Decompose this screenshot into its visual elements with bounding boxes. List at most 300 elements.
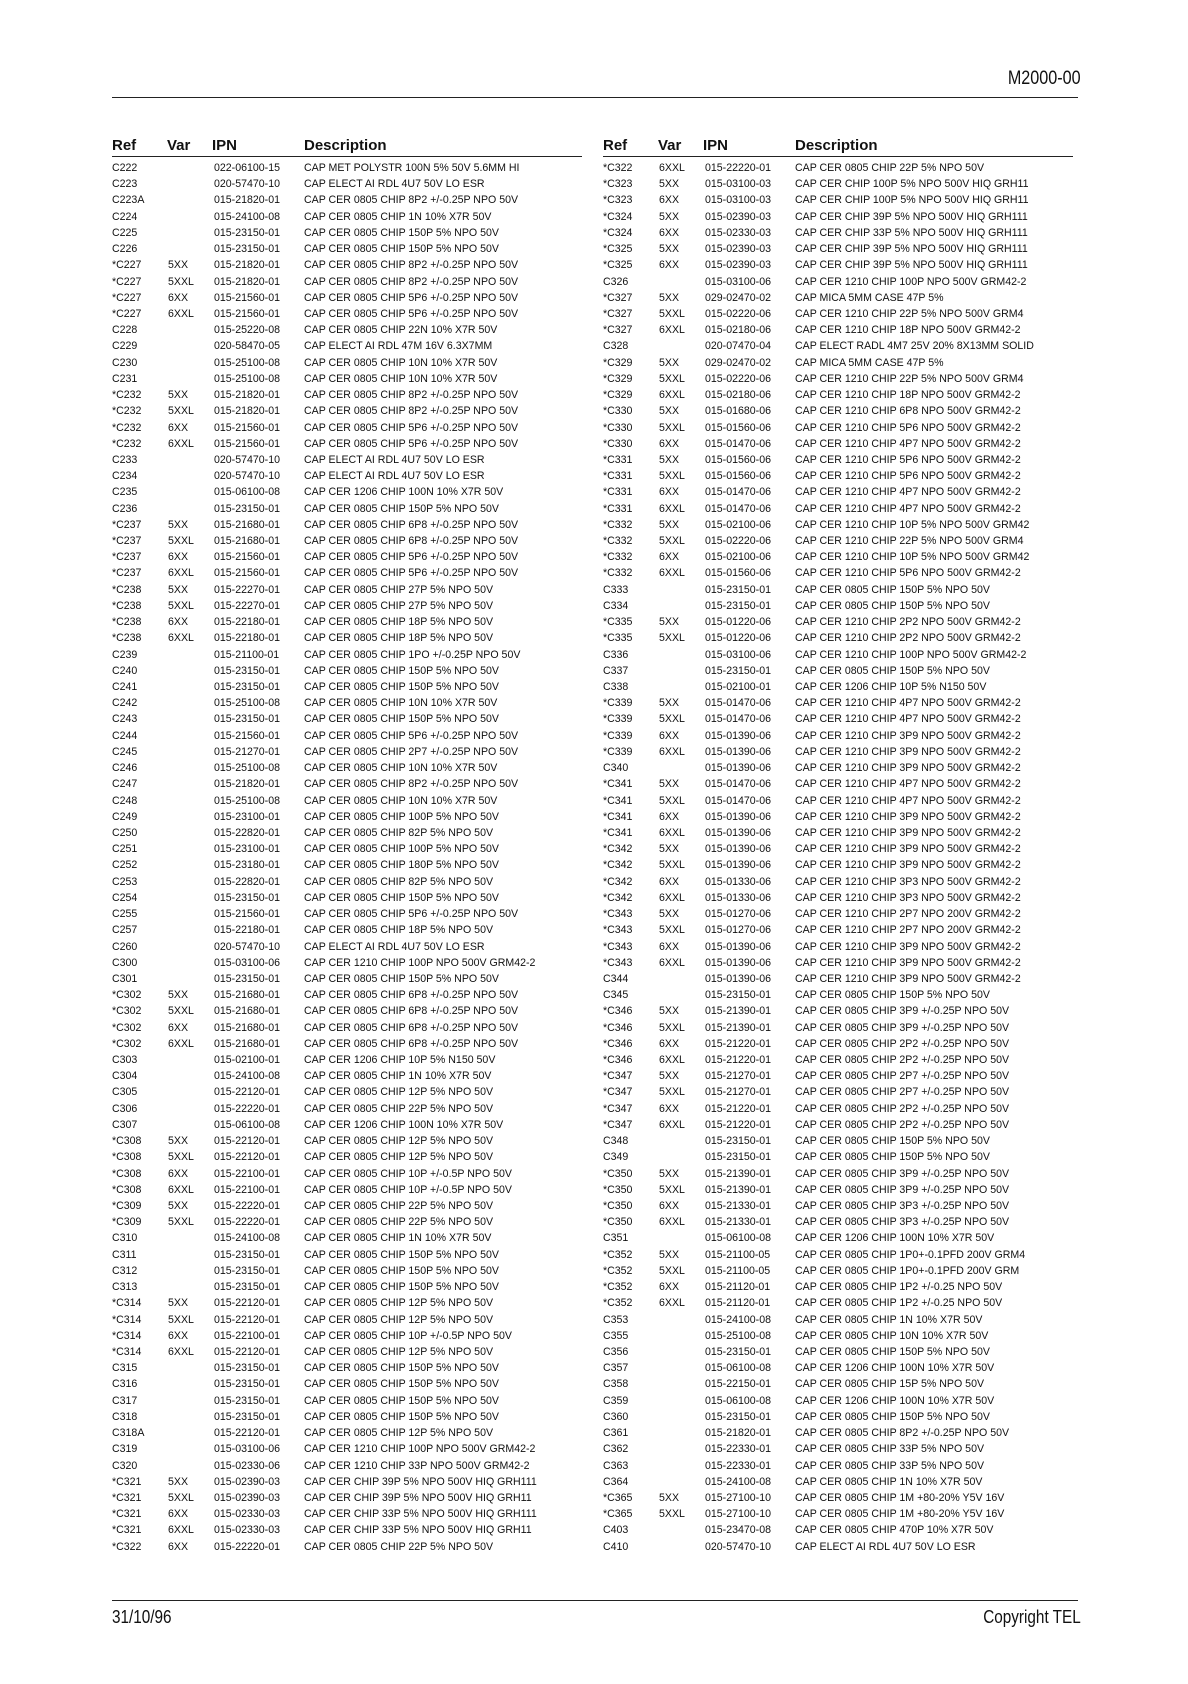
cell-var: 5XXL	[168, 405, 194, 418]
cell-ref: *C321	[112, 1491, 142, 1504]
table-row	[603, 1247, 1073, 1263]
table-row	[603, 1149, 1073, 1165]
cell-description: CAP CER 0805 CHIP 27P 5% NPO 50V	[304, 583, 494, 596]
table-row	[112, 841, 582, 857]
cell-ref: C338	[603, 681, 629, 693]
table-row	[603, 1198, 1073, 1214]
table-row	[603, 338, 1073, 354]
cell-ref: C362	[603, 1443, 629, 1456]
cell-var: 6XX	[168, 551, 189, 564]
table-row	[603, 241, 1073, 257]
cell-ref: *C350	[603, 1183, 633, 1196]
cell-description: CAP CER 1206 CHIP 10P 5% N150 50V	[795, 681, 987, 693]
cell-ref: C248	[112, 794, 138, 807]
cell-ref: *C227	[112, 307, 142, 320]
cell-description: CAP CER 0805 CHIP 150P 5% NPO 50V	[795, 1135, 990, 1148]
cell-description: CAP CER 0805 CHIP 8P2 +/-0.25P NPO 50V	[304, 275, 519, 288]
cell-description: CAP CER 0805 CHIP 2P2 +/-0.25P NPO 50V	[795, 1054, 1010, 1067]
cell-ipn: 015-06100-08	[705, 1362, 771, 1375]
cell-description: CAP CER 1210 CHIP 3P9 NPO 500V GRM42-2	[795, 762, 1021, 775]
cell-ipn: 015-21680-01	[214, 989, 280, 1002]
cell-ref: C235	[112, 486, 138, 499]
cell-description: CAP CER 1210 CHIP 3P9 NPO 500V GRM42-2	[795, 940, 1021, 953]
cell-ref: C320	[112, 1459, 138, 1472]
cell-var: 5XX	[659, 178, 680, 191]
table-row	[603, 776, 1073, 792]
cell-ref: C239	[112, 648, 138, 661]
table-row	[603, 857, 1073, 873]
cell-ref: C358	[603, 1378, 629, 1391]
cell-ipn: 015-21820-01	[705, 1427, 771, 1440]
cell-ref: C315	[112, 1362, 138, 1375]
cell-ref: *C343	[603, 940, 633, 953]
cell-var: 6XXL	[659, 1054, 685, 1067]
cell-ipn: 015-01390-06	[705, 972, 771, 985]
table-row	[603, 955, 1073, 971]
cell-var: 5XX	[168, 1135, 189, 1148]
table-row	[112, 598, 582, 614]
cell-ref: C249	[112, 810, 138, 823]
header-description: Description	[304, 137, 387, 154]
cell-ref: C344	[603, 972, 629, 985]
cell-var: 6XXL	[659, 826, 685, 839]
cell-var: 6XX	[168, 421, 189, 434]
cell-ref: *C331	[603, 470, 633, 483]
cell-ipn: 015-02330-03	[214, 1524, 280, 1537]
cell-description: CAP CER 0805 CHIP 1PO +/-0.25P NPO 50V	[304, 648, 521, 661]
cell-ref: *C324	[603, 210, 633, 223]
cell-ref: *C330	[603, 405, 633, 418]
cell-ref: *C365	[603, 1508, 633, 1521]
cell-var: 6XXL	[659, 1297, 685, 1310]
table-row	[112, 1149, 582, 1165]
table-row	[112, 857, 582, 873]
cell-description: CAP CER 1210 CHIP 4P7 NPO 500V GRM42-2	[795, 794, 1021, 807]
cell-var: 5XX	[659, 1167, 680, 1180]
cell-ref: *C227	[112, 291, 142, 304]
cell-description: CAP CER 0805 CHIP 1N 10% X7R 50V	[304, 1232, 492, 1245]
cell-ref: C306	[112, 1102, 138, 1115]
cell-description: CAP CER 1210 CHIP 4P7 NPO 500V GRM42-2	[795, 437, 1021, 450]
cell-ipn: 015-21270-01	[214, 745, 280, 758]
cell-ipn: 020-57470-10	[214, 470, 280, 483]
cell-ref: C233	[112, 453, 138, 466]
cell-ipn: 015-02390-03	[214, 1475, 280, 1488]
cell-var: 5XXL	[659, 794, 685, 807]
cell-ref: *C339	[603, 697, 633, 710]
cell-description: CAP CER 0805 CHIP 3P3 +/-0.25P NPO 50V	[795, 1200, 1010, 1212]
cell-description: CAP CER 0805 CHIP 100P 5% NPO 50V	[304, 810, 499, 823]
cell-ref: C253	[112, 875, 138, 888]
cell-ref: C319	[112, 1443, 138, 1456]
cell-var: 6XX	[659, 437, 680, 450]
cell-ipn: 015-24100-08	[214, 1070, 280, 1083]
table-row	[603, 1182, 1073, 1198]
cell-ref: *C237	[112, 535, 142, 548]
cell-ref: *C327	[603, 291, 633, 304]
cell-ipn: 015-21560-01	[214, 437, 280, 450]
cell-var: 6XX	[659, 1200, 680, 1212]
cell-ipn: 015-27100-10	[705, 1491, 771, 1504]
table-row	[112, 209, 582, 225]
cell-ref: C225	[112, 226, 138, 239]
table-row	[112, 176, 582, 192]
cell-description: CAP CER 1210 CHIP 5P6 NPO 500V GRM42-2	[795, 453, 1021, 466]
cell-ipn: 015-23150-01	[214, 226, 280, 239]
table-row	[603, 1101, 1073, 1117]
cell-ipn: 020-57470-10	[214, 178, 280, 191]
cell-var: 6XXL	[659, 745, 685, 758]
cell-ref: *C238	[112, 583, 142, 596]
cell-ipn: 015-21820-01	[214, 778, 280, 791]
cell-var: 5XX	[659, 518, 680, 531]
header-ref: Ref	[603, 137, 628, 154]
table-row	[603, 630, 1073, 646]
cell-ref: *C329	[603, 389, 633, 402]
cell-var: 6XX	[659, 259, 680, 272]
table-row	[112, 1474, 582, 1490]
table-row	[112, 987, 582, 1003]
cell-var: 5XX	[659, 243, 680, 256]
cell-var: 5XX	[659, 616, 680, 629]
cell-description: CAP CER 0805 CHIP 150P 5% NPO 50V	[795, 1410, 990, 1423]
cell-ref: *C341	[603, 810, 633, 823]
table-row	[112, 468, 582, 484]
cell-ref: *C343	[603, 924, 633, 937]
cell-ipn: 015-06100-08	[214, 1118, 280, 1131]
cell-description: CAP CER 0805 CHIP 10P +/-0.5P NPO 50V	[304, 1183, 512, 1196]
table-row	[112, 776, 582, 792]
cell-ref: C243	[112, 713, 138, 726]
table-row	[112, 1020, 582, 1036]
cell-var: 5XXL	[659, 859, 685, 872]
cell-var: 5XXL	[168, 1313, 194, 1326]
cell-ref: *C352	[603, 1248, 633, 1261]
cell-description: CAP CER 0805 CHIP 22P 5% NPO 50V	[304, 1216, 494, 1229]
table-row	[603, 809, 1073, 825]
cell-ipn: 015-23150-01	[705, 583, 771, 596]
table-row	[603, 1328, 1073, 1344]
cell-ipn: 015-23100-01	[214, 810, 280, 823]
cell-var: 6XXL	[168, 567, 194, 580]
cell-ipn: 015-23150-01	[705, 989, 771, 1002]
cell-description: CAP CER CHIP 100P 5% NPO 500V HIQ GRH11	[795, 178, 1029, 191]
cell-description: CAP CER 1210 CHIP 18P NPO 500V GRM42-2	[795, 324, 1021, 337]
table-row	[603, 825, 1073, 841]
cell-ipn: 015-21270-01	[705, 1070, 771, 1083]
table-row	[112, 1393, 582, 1409]
cell-ipn: 015-01390-06	[705, 843, 771, 856]
cell-ipn: 015-01560-06	[705, 567, 771, 580]
cell-var: 6XX	[659, 1037, 680, 1050]
cell-var: 6XX	[168, 1508, 189, 1521]
cell-ipn: 015-01470-06	[705, 794, 771, 807]
cell-description: CAP CER 0805 CHIP 150P 5% NPO 50V	[304, 713, 499, 726]
cell-ref: C223A	[112, 194, 145, 207]
cell-ref: *C308	[112, 1183, 142, 1196]
cell-description: CAP CER 0805 CHIP 150P 5% NPO 50V	[304, 1394, 499, 1407]
cell-ref: *C309	[112, 1216, 142, 1229]
cell-ipn: 015-25100-08	[705, 1329, 771, 1342]
table-row	[603, 1474, 1073, 1490]
cell-var: 6XXL	[168, 1345, 194, 1358]
cell-var: 5XX	[168, 259, 189, 272]
cell-ipn: 015-23150-01	[214, 1248, 280, 1261]
table-row	[603, 971, 1073, 987]
cell-description: CAP CER 0805 CHIP 3P3 +/-0.25P NPO 50V	[795, 1216, 1010, 1229]
cell-ref: C349	[603, 1151, 629, 1164]
table-row	[112, 744, 582, 760]
cell-ref: *C322	[603, 162, 633, 174]
table-row	[112, 922, 582, 938]
cell-ref: C312	[112, 1264, 138, 1277]
cell-description: CAP CER 0805 CHIP 8P2 +/-0.25P NPO 50V	[304, 194, 519, 207]
table-row	[112, 711, 582, 727]
table-row	[112, 387, 582, 403]
cell-ref: C226	[112, 243, 138, 256]
cell-ipn: 015-22180-01	[214, 616, 280, 629]
cell-ipn: 015-21820-01	[214, 389, 280, 402]
cell-description: CAP CER 0805 CHIP 5P6 +/-0.25P NPO 50V	[304, 307, 519, 320]
table-row	[603, 1522, 1073, 1538]
cell-ipn: 015-22100-01	[214, 1329, 280, 1342]
cell-description: CAP ELECT RADL 4M7 25V 20% 8X13MM SOLID	[795, 340, 1034, 353]
cell-ipn: 015-25100-08	[214, 794, 280, 807]
table-row	[603, 1409, 1073, 1425]
cell-ipn: 015-22220-01	[214, 1216, 280, 1229]
table-row	[603, 1052, 1073, 1068]
cell-ipn: 015-21560-01	[214, 567, 280, 580]
cell-description: CAP CER CHIP 33P 5% NPO 500V HIQ GRH11	[304, 1524, 532, 1537]
cell-ipn: 015-22820-01	[214, 826, 280, 839]
cell-ipn: 015-23150-01	[214, 1410, 280, 1423]
cell-var: 5XXL	[168, 535, 194, 548]
cell-var: 6XXL	[659, 891, 685, 904]
cell-description: CAP CER 1210 CHIP 4P7 NPO 500V GRM42-2	[795, 486, 1021, 499]
cell-ref: C357	[603, 1362, 629, 1375]
cell-description: CAP CER 0805 CHIP 6P8 +/-0.25P NPO 50V	[304, 989, 519, 1002]
cell-var: 5XXL	[659, 372, 685, 385]
cell-description: CAP CER 1206 CHIP 100N 10% X7R 50V	[795, 1394, 995, 1407]
cell-description: CAP CER 0805 CHIP 5P6 +/-0.25P NPO 50V	[304, 421, 519, 434]
cell-var: 6XX	[659, 1281, 680, 1294]
cell-ipn: 015-21220-01	[705, 1037, 771, 1050]
cell-ref: *C325	[603, 243, 633, 256]
table-row	[603, 192, 1073, 208]
table-row	[603, 1458, 1073, 1474]
cell-description: CAP CER CHIP 33P 5% NPO 500V HIQ GRH111	[795, 226, 1028, 239]
cell-ref: C364	[603, 1475, 629, 1488]
cell-description: CAP CER 1210 CHIP 10P 5% NPO 500V GRM42	[795, 518, 1030, 531]
cell-ref: *C314	[112, 1345, 142, 1358]
cell-ref: *C237	[112, 551, 142, 564]
cell-description: CAP CER 0805 CHIP 10N 10% X7R 50V	[304, 762, 498, 775]
table-row	[112, 436, 582, 452]
cell-ref: *C332	[603, 551, 633, 564]
cell-description: CAP CER 0805 CHIP 5P6 +/-0.25P NPO 50V	[304, 437, 519, 450]
cell-ipn: 015-22180-01	[214, 924, 280, 937]
cell-ref: *C332	[603, 518, 633, 531]
cell-ipn: 015-23150-01	[705, 1151, 771, 1164]
cell-ipn: 015-02220-06	[705, 535, 771, 548]
table-row	[603, 1295, 1073, 1311]
cell-ipn: 015-01390-06	[705, 729, 771, 742]
cell-var: 5XXL	[659, 713, 685, 726]
cell-ref: *C365	[603, 1491, 633, 1504]
cell-var: 6XXL	[659, 162, 685, 174]
table-row	[112, 874, 582, 890]
footer-rule	[112, 1600, 1078, 1601]
cell-ref: *C327	[603, 307, 633, 320]
cell-var: 5XXL	[168, 1216, 194, 1229]
cell-var: 5XXL	[659, 1086, 685, 1099]
table-body-left	[112, 157, 582, 1555]
cell-description: CAP CER 0805 CHIP 5P6 +/-0.25P NPO 50V	[304, 908, 519, 921]
cell-ref: C336	[603, 648, 629, 661]
cell-description: CAP CER 1210 CHIP 3P9 NPO 500V GRM42-2	[795, 810, 1021, 823]
cell-var: 5XX	[168, 518, 189, 531]
table-row	[112, 533, 582, 549]
cell-description: CAP MET POLYSTR 100N 5% 50V 5.6MM HI	[304, 162, 520, 174]
cell-ipn: 015-01470-06	[705, 697, 771, 710]
cell-ref: *C335	[603, 616, 633, 629]
cell-ref: C252	[112, 859, 138, 872]
cell-ipn: 015-01270-06	[705, 908, 771, 921]
cell-ipn: 015-23150-01	[705, 664, 771, 677]
cell-ipn: 015-01390-06	[705, 810, 771, 823]
table-row	[603, 371, 1073, 387]
cell-description: CAP CER 0805 CHIP 150P 5% NPO 50V	[304, 1248, 499, 1261]
cell-var: 5XX	[659, 405, 680, 418]
cell-description: CAP CER 0805 CHIP 470P 10% X7R 50V	[795, 1524, 994, 1537]
table-row	[603, 322, 1073, 338]
cell-description: CAP CER CHIP 33P 5% NPO 500V HIQ GRH111	[304, 1508, 537, 1521]
cell-description: CAP CER 1210 CHIP 2P7 NPO 200V GRM42-2	[795, 924, 1021, 937]
cell-description: CAP CER CHIP 100P 5% NPO 500V HIQ GRH11	[795, 194, 1029, 207]
cell-ref: C222	[112, 162, 138, 174]
cell-description: CAP CER 0805 CHIP 1M +80-20% Y5V 16V	[795, 1491, 1005, 1504]
cell-ref: *C342	[603, 891, 633, 904]
cell-ipn: 015-21100-05	[705, 1264, 771, 1277]
table-row	[112, 939, 582, 955]
table-row	[603, 1490, 1073, 1506]
cell-description: CAP CER 1210 CHIP 3P9 NPO 500V GRM42-2	[795, 859, 1021, 872]
table-row	[603, 1036, 1073, 1052]
cell-ref: *C347	[603, 1086, 633, 1099]
cell-description: CAP CER 0805 CHIP 2P7 +/-0.25P NPO 50V	[304, 745, 519, 758]
table-row	[603, 728, 1073, 744]
table-row	[112, 1182, 582, 1198]
table-row	[112, 565, 582, 581]
cell-ipn: 015-21270-01	[705, 1086, 771, 1099]
cell-description: CAP CER 0805 CHIP 12P 5% NPO 50V	[304, 1135, 494, 1148]
cell-ref: *C346	[603, 1021, 633, 1034]
cell-var: 6XXL	[659, 956, 685, 969]
cell-description: CAP CER 0805 CHIP 22N 10% X7R 50V	[304, 324, 498, 337]
cell-description: CAP CER 0805 CHIP 10N 10% X7R 50V	[304, 697, 498, 710]
cell-ipn: 015-22120-01	[214, 1427, 280, 1440]
cell-description: CAP CER 0805 CHIP 2P2 +/-0.25P NPO 50V	[795, 1102, 1010, 1115]
cell-ref: *C342	[603, 875, 633, 888]
cell-description: CAP CER 0805 CHIP 82P 5% NPO 50V	[304, 875, 494, 888]
cell-ipn: 015-21820-01	[214, 275, 280, 288]
cell-ref: *C331	[603, 502, 633, 515]
table-row	[603, 209, 1073, 225]
cell-description: CAP CER 1210 CHIP 18P NPO 500V GRM42-2	[795, 389, 1021, 402]
cell-ipn: 015-23150-01	[214, 243, 280, 256]
cell-description: CAP CER 1210 CHIP 33P NPO 500V GRM42-2	[304, 1459, 530, 1472]
cell-description: CAP CER CHIP 39P 5% NPO 500V HIQ GRH111	[795, 243, 1028, 256]
cell-ipn: 029-02470-02	[705, 291, 771, 304]
table-row	[603, 1133, 1073, 1149]
table-row	[112, 1360, 582, 1376]
cell-description: CAP CER 0805 CHIP 1N 10% X7R 50V	[304, 210, 492, 223]
cell-var: 6XX	[168, 1329, 189, 1342]
cell-ref: C307	[112, 1118, 138, 1131]
cell-description: CAP CER 0805 CHIP 8P2 +/-0.25P NPO 50V	[304, 405, 519, 418]
cell-ref: C318A	[112, 1427, 145, 1440]
cell-description: CAP CER 0805 CHIP 1M +80-20% Y5V 16V	[795, 1508, 1005, 1521]
cell-ipn: 015-02390-03	[705, 210, 771, 223]
cell-ipn: 020-58470-05	[214, 340, 280, 353]
cell-ipn: 015-01390-06	[705, 745, 771, 758]
cell-ipn: 015-24100-08	[705, 1475, 771, 1488]
cell-var: 6XX	[168, 291, 189, 304]
table-row	[603, 565, 1073, 581]
table-row	[603, 906, 1073, 922]
cell-description: CAP CER 0805 CHIP 1P2 +/-0.25 NPO 50V	[795, 1281, 1003, 1294]
cell-ref: *C238	[112, 632, 142, 645]
cell-description: CAP CER 0805 CHIP 150P 5% NPO 50V	[304, 1362, 499, 1375]
cell-description: CAP ELECT AI RDL 4U7 50V LO ESR	[304, 453, 485, 466]
cell-var: 5XX	[659, 778, 680, 791]
cell-var: 6XX	[659, 875, 680, 888]
cell-description: CAP CER 0805 CHIP 2P7 +/-0.25P NPO 50V	[795, 1070, 1010, 1083]
cell-ref: *C232	[112, 389, 142, 402]
cell-ipn: 015-02330-06	[214, 1459, 280, 1472]
cell-ipn: 015-23150-01	[214, 891, 280, 904]
table-row	[112, 1084, 582, 1100]
cell-ipn: 015-22270-01	[214, 583, 280, 596]
cell-ipn: 015-21820-01	[214, 194, 280, 207]
table-row	[112, 549, 582, 565]
cell-description: CAP CER 1210 CHIP 100P NPO 500V GRM42-2	[795, 648, 1027, 661]
cell-var: 5XX	[168, 583, 189, 596]
cell-description: CAP CER CHIP 39P 5% NPO 500V HIQ GRH11	[304, 1491, 532, 1504]
cell-ipn: 015-22150-01	[705, 1378, 771, 1391]
cell-ref: C345	[603, 989, 629, 1002]
table-row	[603, 1117, 1073, 1133]
table-row	[112, 582, 582, 598]
cell-ref: *C347	[603, 1070, 633, 1083]
cell-ipn: 015-22100-01	[214, 1183, 280, 1196]
table-row	[112, 647, 582, 663]
table-row	[603, 1376, 1073, 1392]
cell-ref: *C324	[603, 226, 633, 239]
cell-var: 6XX	[168, 1540, 189, 1553]
cell-ref: C300	[112, 956, 138, 969]
cell-description: CAP MICA 5MM CASE 47P 5%	[795, 356, 944, 369]
table-row	[112, 728, 582, 744]
cell-ref: C230	[112, 356, 138, 369]
cell-ipn: 015-01220-06	[705, 616, 771, 629]
footer-copyright: Copyright TEL	[983, 1607, 1081, 1627]
cell-var: 5XXL	[659, 924, 685, 937]
cell-var: 5XX	[168, 1475, 189, 1488]
cell-ipn: 015-21560-01	[214, 291, 280, 304]
cell-var: 6XX	[659, 940, 680, 953]
cell-ref: *C227	[112, 275, 142, 288]
